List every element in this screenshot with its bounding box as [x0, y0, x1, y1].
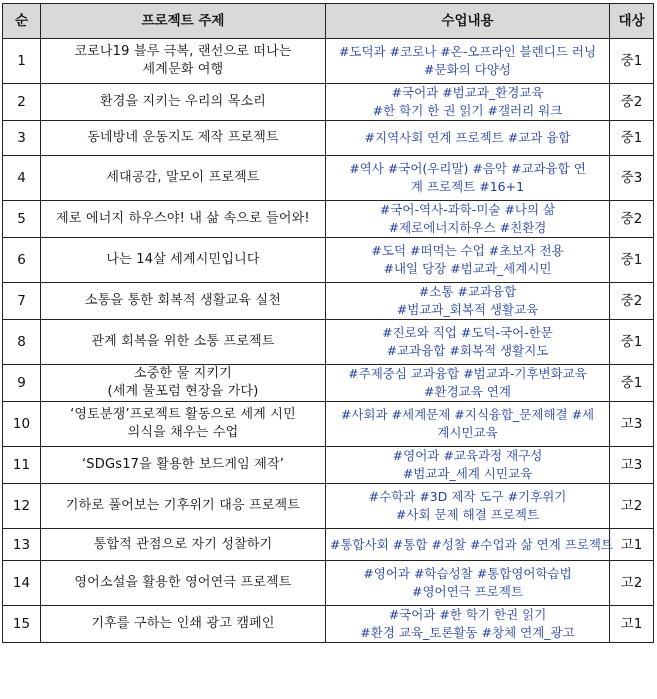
row-level: 고1 — [610, 606, 654, 643]
content-line: #사회 문제 해결 프로젝트 — [395, 507, 540, 522]
row-level: 중1 — [610, 365, 654, 402]
table-row — [3, 201, 654, 238]
row-content — [326, 238, 610, 283]
content-line: #범교과_회복적 생활교육 — [396, 302, 539, 317]
table-row — [3, 529, 654, 561]
row-topic — [41, 529, 326, 561]
row-level: 중2 — [610, 84, 654, 121]
row-level: 고2 — [610, 484, 654, 529]
row-content — [326, 529, 614, 561]
table-row — [3, 447, 654, 484]
row-topic — [41, 320, 326, 365]
topic-line: 제로 에너지 하우스야! 내 삶 속으로 들어와! — [56, 211, 310, 226]
row-number: 11 — [3, 447, 41, 484]
table-row — [3, 283, 654, 320]
row-level: 중1 — [610, 320, 654, 365]
row-level: 중1 — [610, 121, 654, 156]
row-topic — [41, 365, 326, 402]
row-topic — [41, 238, 326, 283]
row-level: 고3 — [610, 447, 654, 484]
table-row — [3, 561, 654, 606]
topic-line: 관계 회복을 위한 소통 프로젝트 — [91, 334, 275, 349]
content-line: #한 학기 한 권 읽기 #갤러리 워크 — [372, 103, 563, 118]
row-number: 12 — [3, 484, 41, 529]
topic-line: 나는 14살 세계시민입니다 — [106, 252, 260, 267]
project-table — [2, 3, 654, 643]
content-line: #교과융합 #회복적 생활지도 — [386, 343, 549, 358]
row-topic — [41, 39, 326, 84]
table-row — [3, 365, 654, 402]
content-line: #영어과 #교육과정 재구성 — [392, 448, 543, 463]
topic-line: ‘영토분쟁’프로젝트 활동으로 세계 시민 — [70, 407, 296, 422]
row-content — [326, 365, 610, 402]
row-number: 4 — [3, 156, 41, 201]
row-topic — [41, 447, 326, 484]
content-line: #범교과_세계 시민교육 — [402, 466, 533, 481]
content-line: #국어-역사-과학-미술 #나의 삶 — [379, 202, 556, 217]
content-line: #지역사회 연계 프로젝트 #교과 융합 — [364, 130, 571, 145]
table-row — [3, 39, 654, 84]
content-line: #영어과 #학습성찰 #통합영어학습법 — [363, 566, 572, 581]
topic-line: 통합적 관점으로 자기 성찰하기 — [93, 536, 273, 552]
row-number: 3 — [3, 121, 41, 156]
header-content: 수업내용 — [326, 4, 610, 39]
content-line: #영어연극 프로젝트 — [411, 584, 524, 599]
row-number: 5 — [3, 201, 41, 238]
row-level: 중2 — [610, 283, 654, 320]
row-content — [326, 606, 610, 643]
content-line: #역사 #국어(우리말) #음악 #교과융합 연 — [349, 161, 586, 176]
row-topic — [41, 561, 326, 606]
row-number: 7 — [3, 283, 41, 320]
row-topic — [41, 121, 326, 156]
row-level: 중1 — [610, 39, 654, 84]
content-line: #소통 #교과융합 — [418, 284, 517, 299]
row-number: 10 — [3, 402, 41, 447]
topic-line: 영어소설을 활용한 영어연극 프로젝트 — [74, 575, 292, 590]
row-level: 중2 — [610, 201, 654, 238]
table-row — [3, 320, 654, 365]
topic-line: 세계문화 여행 — [142, 62, 224, 77]
header-topic: 프로젝트 주제 — [41, 4, 326, 39]
content-line: #통합사회 #통합 #성찰 #수업과 삶 연계 프로젝트 — [330, 536, 614, 552]
row-content — [326, 84, 610, 121]
content-line: #문화의 다양성 — [424, 62, 511, 77]
row-number: 13 — [3, 529, 41, 561]
content-line: #환경 교육_토론활동 #창체 연계_광고 — [360, 625, 575, 640]
row-level: 고3 — [610, 402, 654, 447]
topic-line: 의식을 채우는 수업 — [127, 425, 239, 440]
content-line: #내일 당장 #범교과_세계시민 — [383, 261, 552, 276]
row-topic — [41, 84, 326, 121]
topic-line: 세대공감, 말모이 프로젝트 — [106, 170, 260, 185]
topic-line: 동네방네 운동지도 제작 프로젝트 — [87, 130, 279, 145]
table-row — [3, 156, 654, 201]
content-line: #국어과 #한 학기 한권 읽기 — [388, 607, 547, 622]
header-level: 대상 — [610, 4, 654, 39]
content-line: #사회과 #세계문제 #지식융합_문제해결 #세 — [340, 407, 595, 422]
topic-line: 기하로 풀어보는 기후위기 대응 프로젝트 — [65, 498, 301, 513]
row-level: 중1 — [610, 238, 654, 283]
row-content — [326, 201, 610, 238]
row-topic — [41, 283, 326, 320]
table-body — [3, 39, 654, 643]
row-number: 2 — [3, 84, 41, 121]
row-content — [326, 320, 610, 365]
row-content — [326, 39, 610, 84]
content-line: #도덕과 #코로나 #온-오프라인 블렌디드 러닝 — [338, 44, 597, 59]
topic-line: ‘SDGs17을 활용한 보드게임 제작’ — [81, 457, 285, 472]
row-number: 1 — [3, 39, 41, 84]
row-level: 중3 — [610, 156, 654, 201]
row-number: 15 — [3, 606, 41, 643]
content-line: #도덕 #떠먹는 수업 #초보자 전용 — [371, 243, 564, 258]
topic-line: (세계 물포럼 현장을 가다) — [107, 384, 259, 399]
row-content — [326, 484, 610, 529]
row-level: 고2 — [610, 561, 654, 606]
content-line: #제로에너지하우스 #친환경 — [388, 220, 547, 235]
content-line: #진로와 직업 #도덕-국어-한문 — [382, 325, 553, 340]
topic-line: 소통을 통한 회복적 생활교육 실천 — [85, 293, 281, 308]
row-topic — [41, 156, 326, 201]
table-row — [3, 484, 654, 529]
row-level: 고1 — [610, 529, 654, 561]
row-content — [326, 121, 610, 156]
content-line: #주제중심 교과융합 #범교과-기후변화교육 — [348, 366, 587, 381]
header-row — [3, 4, 654, 39]
row-topic — [41, 484, 326, 529]
row-topic — [41, 201, 326, 238]
content-line: 계시민교육 — [437, 425, 498, 440]
topic-line: 기후를 구하는 인쇄 광고 캠페인 — [91, 616, 275, 631]
table-row — [3, 121, 654, 156]
content-line: #환경교육 연계 — [424, 384, 511, 399]
content-line: #수학과 #3D 제작 도구 #기후위기 — [368, 489, 567, 504]
content-line: #국어과 #범교과_환경교육 — [391, 85, 544, 100]
table-row — [3, 402, 654, 447]
header-no: 순 — [3, 4, 41, 39]
row-content — [326, 447, 610, 484]
row-number: 6 — [3, 238, 41, 283]
topic-line: 코로나19 블루 극복, 랜선으로 떠나는 — [74, 44, 292, 59]
topic-line: 환경을 지키는 우리의 목소리 — [99, 94, 267, 109]
content-line: 계 프로젝트 #16+1 — [410, 179, 525, 194]
topic-line: 소중한 물 지키기 — [134, 366, 232, 381]
row-number: 14 — [3, 561, 41, 606]
row-number: 9 — [3, 365, 41, 402]
table-row — [3, 238, 654, 283]
row-number: 8 — [3, 320, 41, 365]
row-content — [326, 561, 610, 606]
table-row — [3, 606, 654, 643]
row-content — [326, 402, 610, 447]
row-content — [326, 156, 610, 201]
row-content — [326, 283, 610, 320]
table-row — [3, 84, 654, 121]
row-topic — [41, 606, 326, 643]
row-topic — [41, 402, 326, 447]
